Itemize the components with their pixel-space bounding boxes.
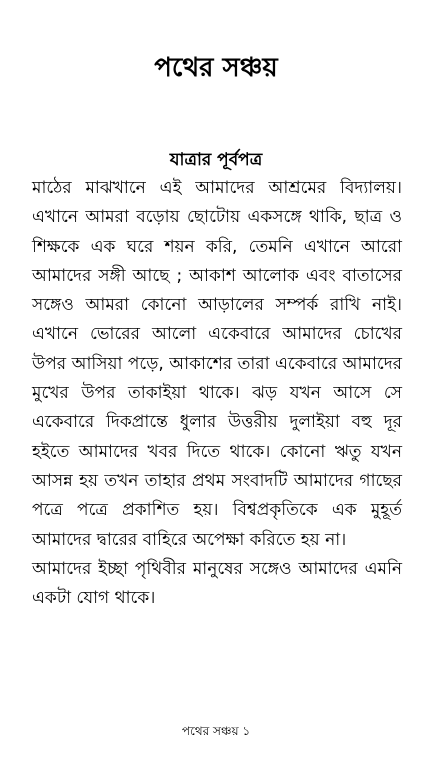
page-footer: পথের সঞ্চয় ১ <box>181 724 251 738</box>
book-title: পথের সঞ্চয় <box>154 53 278 83</box>
chapter-title: যাত্রার পূর্বপত্র <box>169 150 263 170</box>
paragraph: মাঠের মাঝখানে এই আমাদের আশ্রমের বিদ্যালয়। এখানে আমরা বড়োয় ছোটোয় একসঙ্গে থাকি, ছাত্র ও শিক্ষকে এক ঘরে শয়ন করি, তেমনি এখানে আরো আমাদের সঙ্গী আছে ; আকাশ আলোক এবং বাতাসের সঙ্গেও আমরা কোনো আড়ালের সম্পর্ক রাখি নাই। এখানে ভোরের আলো একেবারে আমাদের চোখের উপর আসিয়া পড়ে, আকাশের তারা একেবারে আমাদের মুখের উপর তাকাইয়া থাকে। ঝড় যখন আসে সে একেবারে দিকপ্রান্তে ধুলার উত্তরীয় দুলাইয়া বহু দূর হইতে আমাদের খবর দিতে থাকে। কোনো ঋতু যখন আসন্ন হয় তখন তাহার প্রথম সংবাদটি আমাদের গাছের পত্রে পত্রে প্রকাশিত হয়। বিশ্বপ্রকৃতিকে এক মুহূর্ত আমাদের দ্বারের বাহিরে অপেক্ষা করিতে হয় না। <box>32 178 402 550</box>
body-text <box>32 174 402 613</box>
paragraph: আমাদের ইচ্ছা পৃথিবীর মানুষের সঙ্গেও আমাদের এমনি একটা যোগ থাকে। <box>32 558 402 609</box>
